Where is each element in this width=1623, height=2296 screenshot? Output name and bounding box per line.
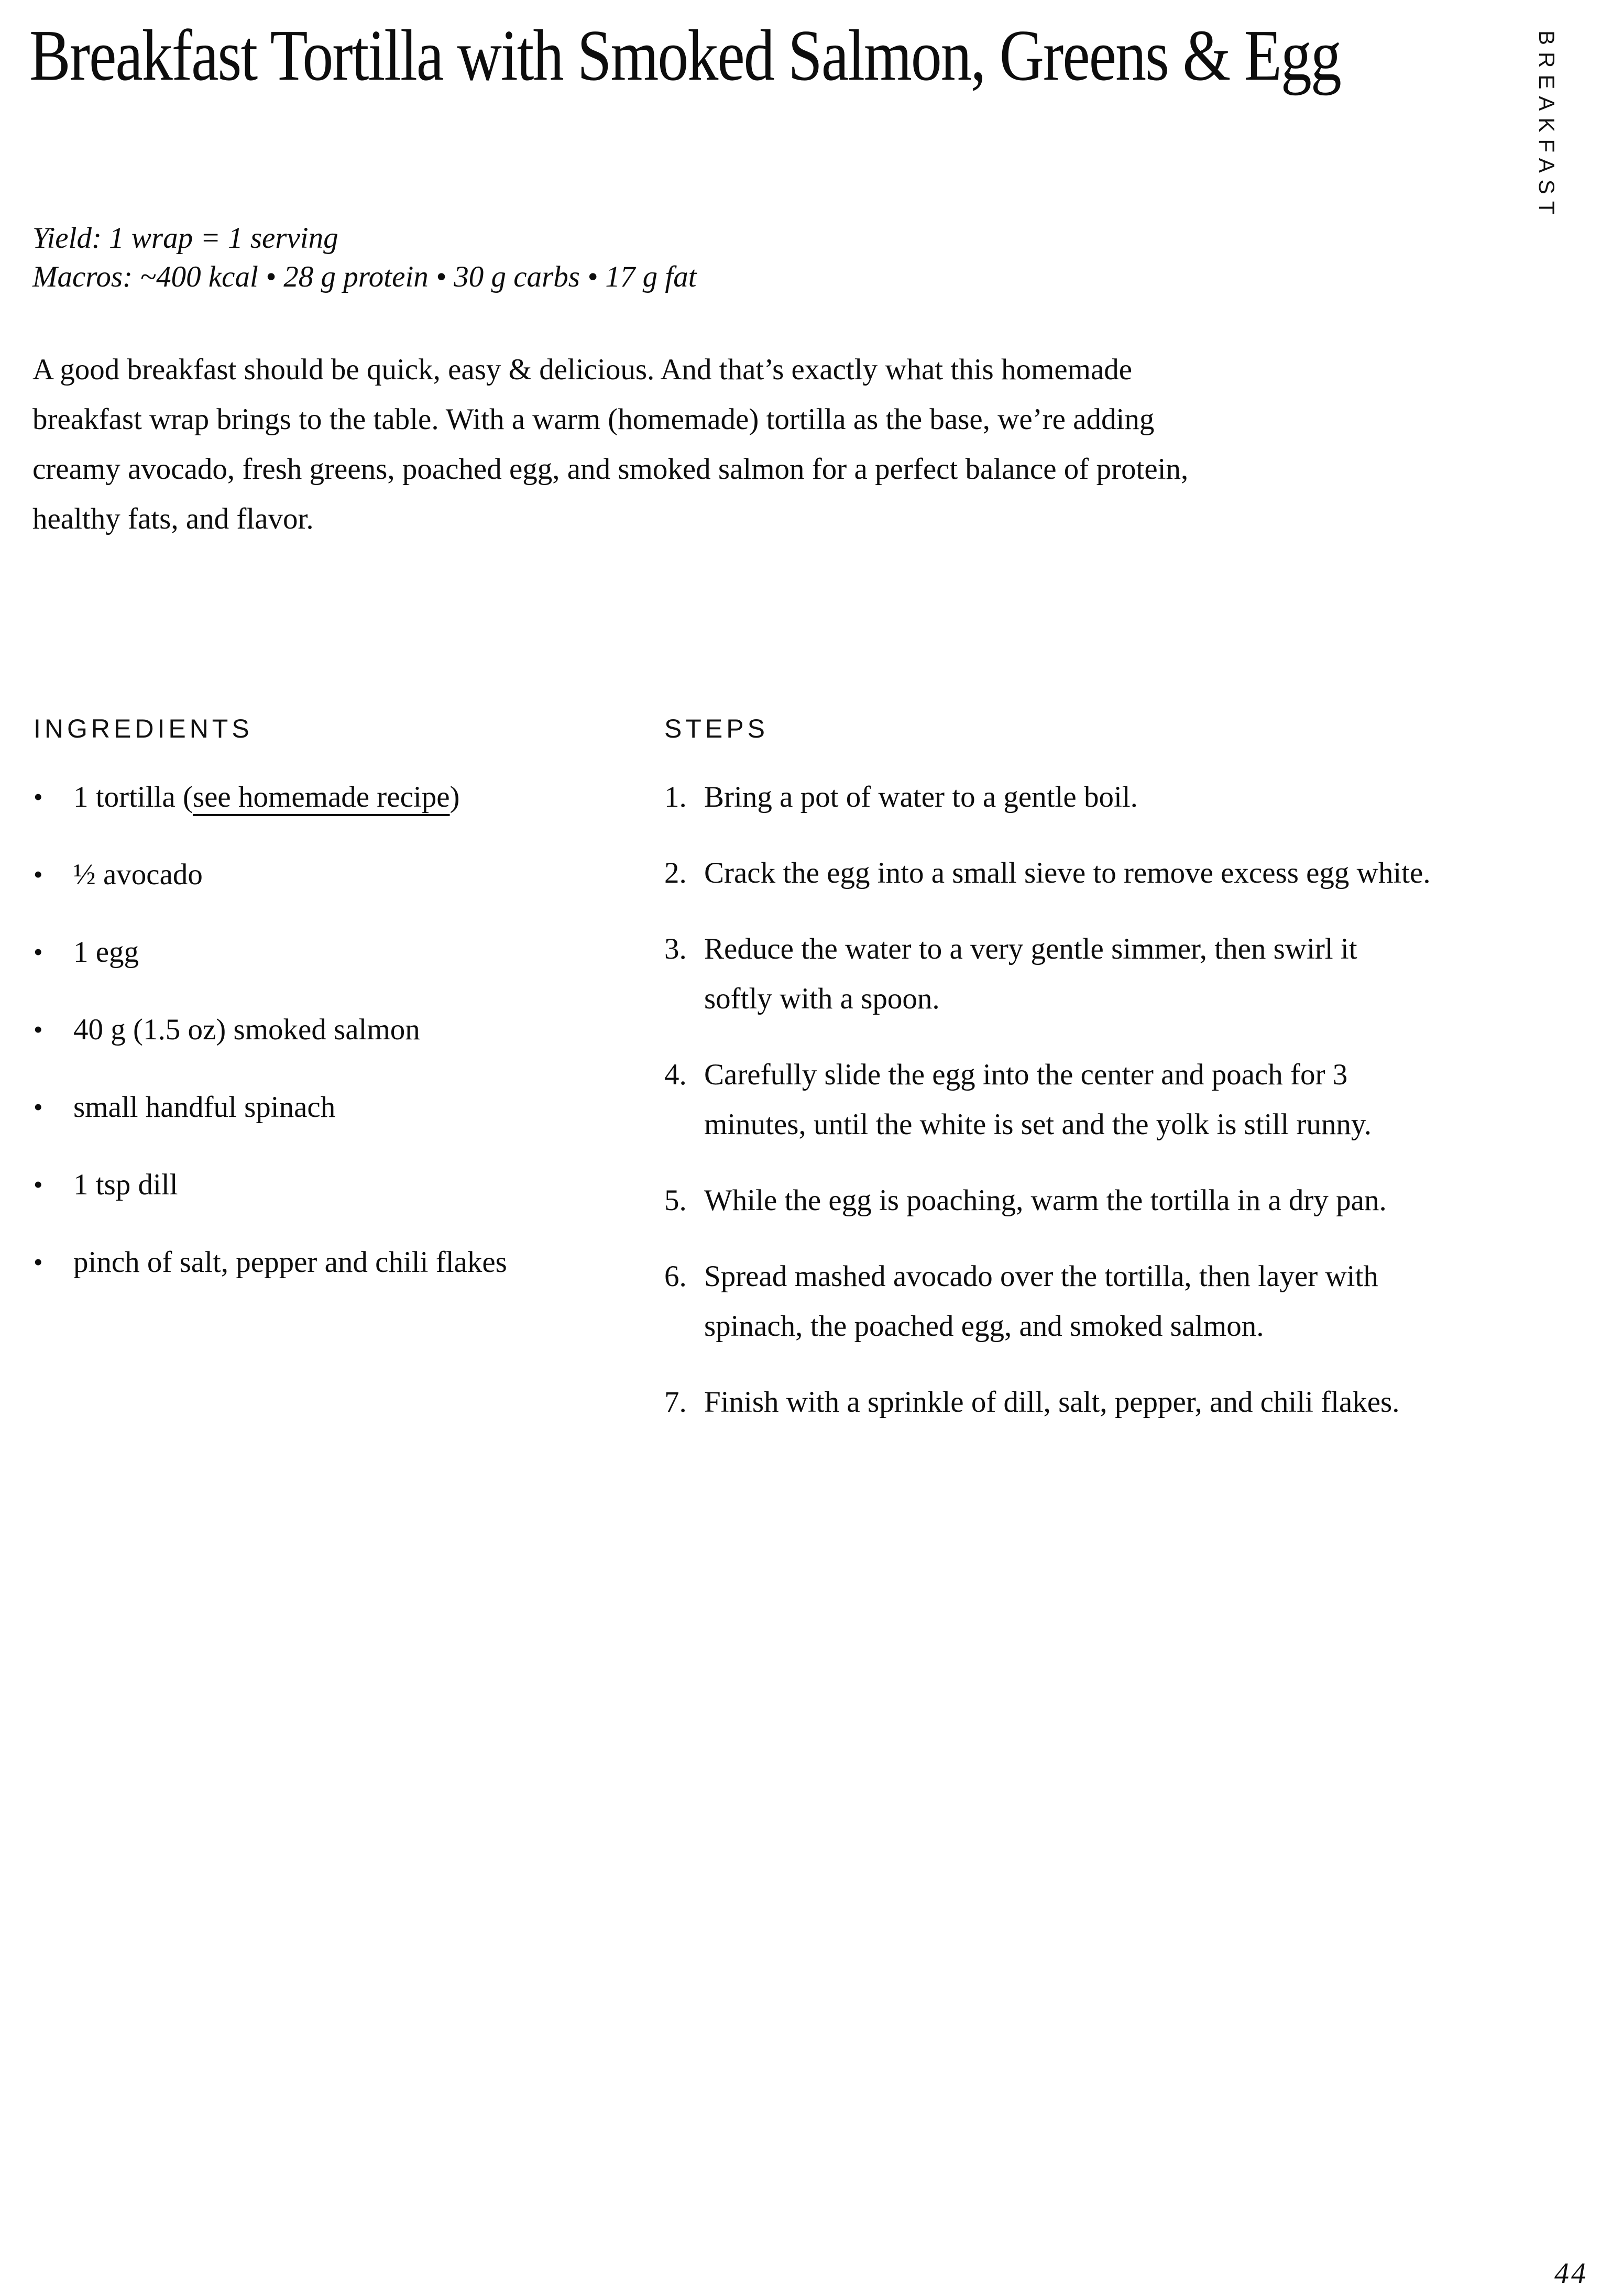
ingredient-text: small handful spinach [73, 1091, 336, 1124]
chapter-label-vertical: BREAKFAST [1534, 30, 1559, 222]
step-line: Bring a pot of water to a gentle boil. [704, 781, 1138, 814]
step-number: 2. [664, 856, 687, 889]
bullet-marker: • [34, 782, 43, 811]
step-text [704, 772, 1602, 822]
step-line: minutes, until the white is set and the yolk is still runny. [704, 1108, 1372, 1141]
ingredient-text [73, 772, 460, 822]
step-number: 4. [664, 1058, 687, 1091]
ingredient-text: pinch of salt, pepper and chili flakes [73, 1246, 507, 1279]
step-line: spinach, the poached egg, and smoked salmon. [704, 1310, 1264, 1343]
step-text [704, 1176, 1602, 1225]
step-text [704, 924, 1602, 1024]
yield-line: Yield: 1 wrap = 1 serving [32, 222, 338, 255]
step-line: While the egg is poaching, warm the tortilla in a dry pan. [704, 1184, 1387, 1217]
step-line: Reduce the water to a very gentle simmer, then swirl it [704, 932, 1357, 965]
bullet-marker: • [34, 1015, 43, 1044]
step-line: Carefully slide the egg into the center and poach for 3 [704, 1058, 1348, 1091]
step-item [664, 1050, 1602, 1149]
step-item [664, 1176, 1602, 1225]
bullet-marker: • [34, 1092, 43, 1122]
bullet-marker: • [34, 1170, 43, 1199]
step-text [704, 848, 1602, 898]
step-text [704, 1050, 1602, 1149]
ingredient-item [34, 927, 636, 977]
page-title: Breakfast Tortilla with Smoked Salmon, Greens & Egg [29, 15, 1341, 96]
step-number: 3. [664, 932, 687, 965]
ingredient-item [34, 850, 636, 899]
steps-heading: STEPS [664, 714, 769, 743]
step-text [704, 1377, 1602, 1427]
step-line: Finish with a sprinkle of dill, salt, pepper, and chili flakes. [704, 1386, 1400, 1419]
ingredient-text-prefix: 1 tortilla ( [73, 781, 193, 814]
step-line: softly with a spoon. [704, 982, 940, 1015]
step-item [664, 924, 1602, 1024]
ingredient-item [34, 1082, 636, 1132]
ingredient-text-suffix: ) [449, 781, 460, 814]
recipe-description [32, 345, 1188, 544]
step-number: 5. [664, 1184, 687, 1217]
description-line: healthy fats, and flavor. [32, 502, 314, 535]
homemade-recipe-link[interactable]: see homemade recipe [192, 781, 450, 814]
step-line: Crack the egg into a small sieve to remove excess egg white. [704, 856, 1431, 889]
ingredient-text: ½ avocado [73, 858, 203, 891]
ingredient-item [34, 1237, 636, 1287]
step-text [704, 1251, 1602, 1351]
step-number: 1. [664, 781, 687, 814]
description-line: A good breakfast should be quick, easy & delicious. And that’s exactly what this homemade [32, 353, 1133, 386]
steps-list [664, 772, 1602, 1427]
ingredient-item [34, 1005, 636, 1054]
bullet-marker: • [34, 1247, 43, 1277]
step-number: 7. [664, 1386, 687, 1419]
description-line: creamy avocado, fresh greens, poached egg, and smoked salmon for a perfect balance of protein, [32, 453, 1189, 486]
bullet-marker: • [34, 937, 43, 966]
step-line: Spread mashed avocado over the tortilla, then layer with [704, 1260, 1378, 1293]
ingredient-text: 1 tsp dill [73, 1168, 178, 1201]
ingredient-item [34, 772, 636, 822]
bullet-marker: • [34, 860, 43, 889]
step-item [664, 1377, 1602, 1427]
step-item [664, 772, 1602, 822]
ingredients-section [34, 713, 636, 1315]
ingredient-text: 40 g (1.5 oz) smoked salmon [73, 1013, 420, 1046]
macros-line: Macros: ~400 kcal • 28 g protein • 30 g carbs • 17 g fat [32, 260, 697, 293]
step-number: 6. [664, 1260, 687, 1293]
ingredients-list [34, 772, 636, 1287]
step-item [664, 848, 1602, 898]
recipe-meta [32, 219, 697, 296]
step-item [664, 1251, 1602, 1351]
steps-section [664, 713, 1602, 1453]
page-number: 44 [1554, 2257, 1588, 2290]
ingredient-item [34, 1160, 636, 1210]
description-line: breakfast wrap brings to the table. With a warm (homemade) tortilla as the base, we’re adding [32, 403, 1155, 436]
ingredients-heading: INGREDIENTS [34, 714, 253, 743]
ingredient-text: 1 egg [73, 936, 139, 969]
